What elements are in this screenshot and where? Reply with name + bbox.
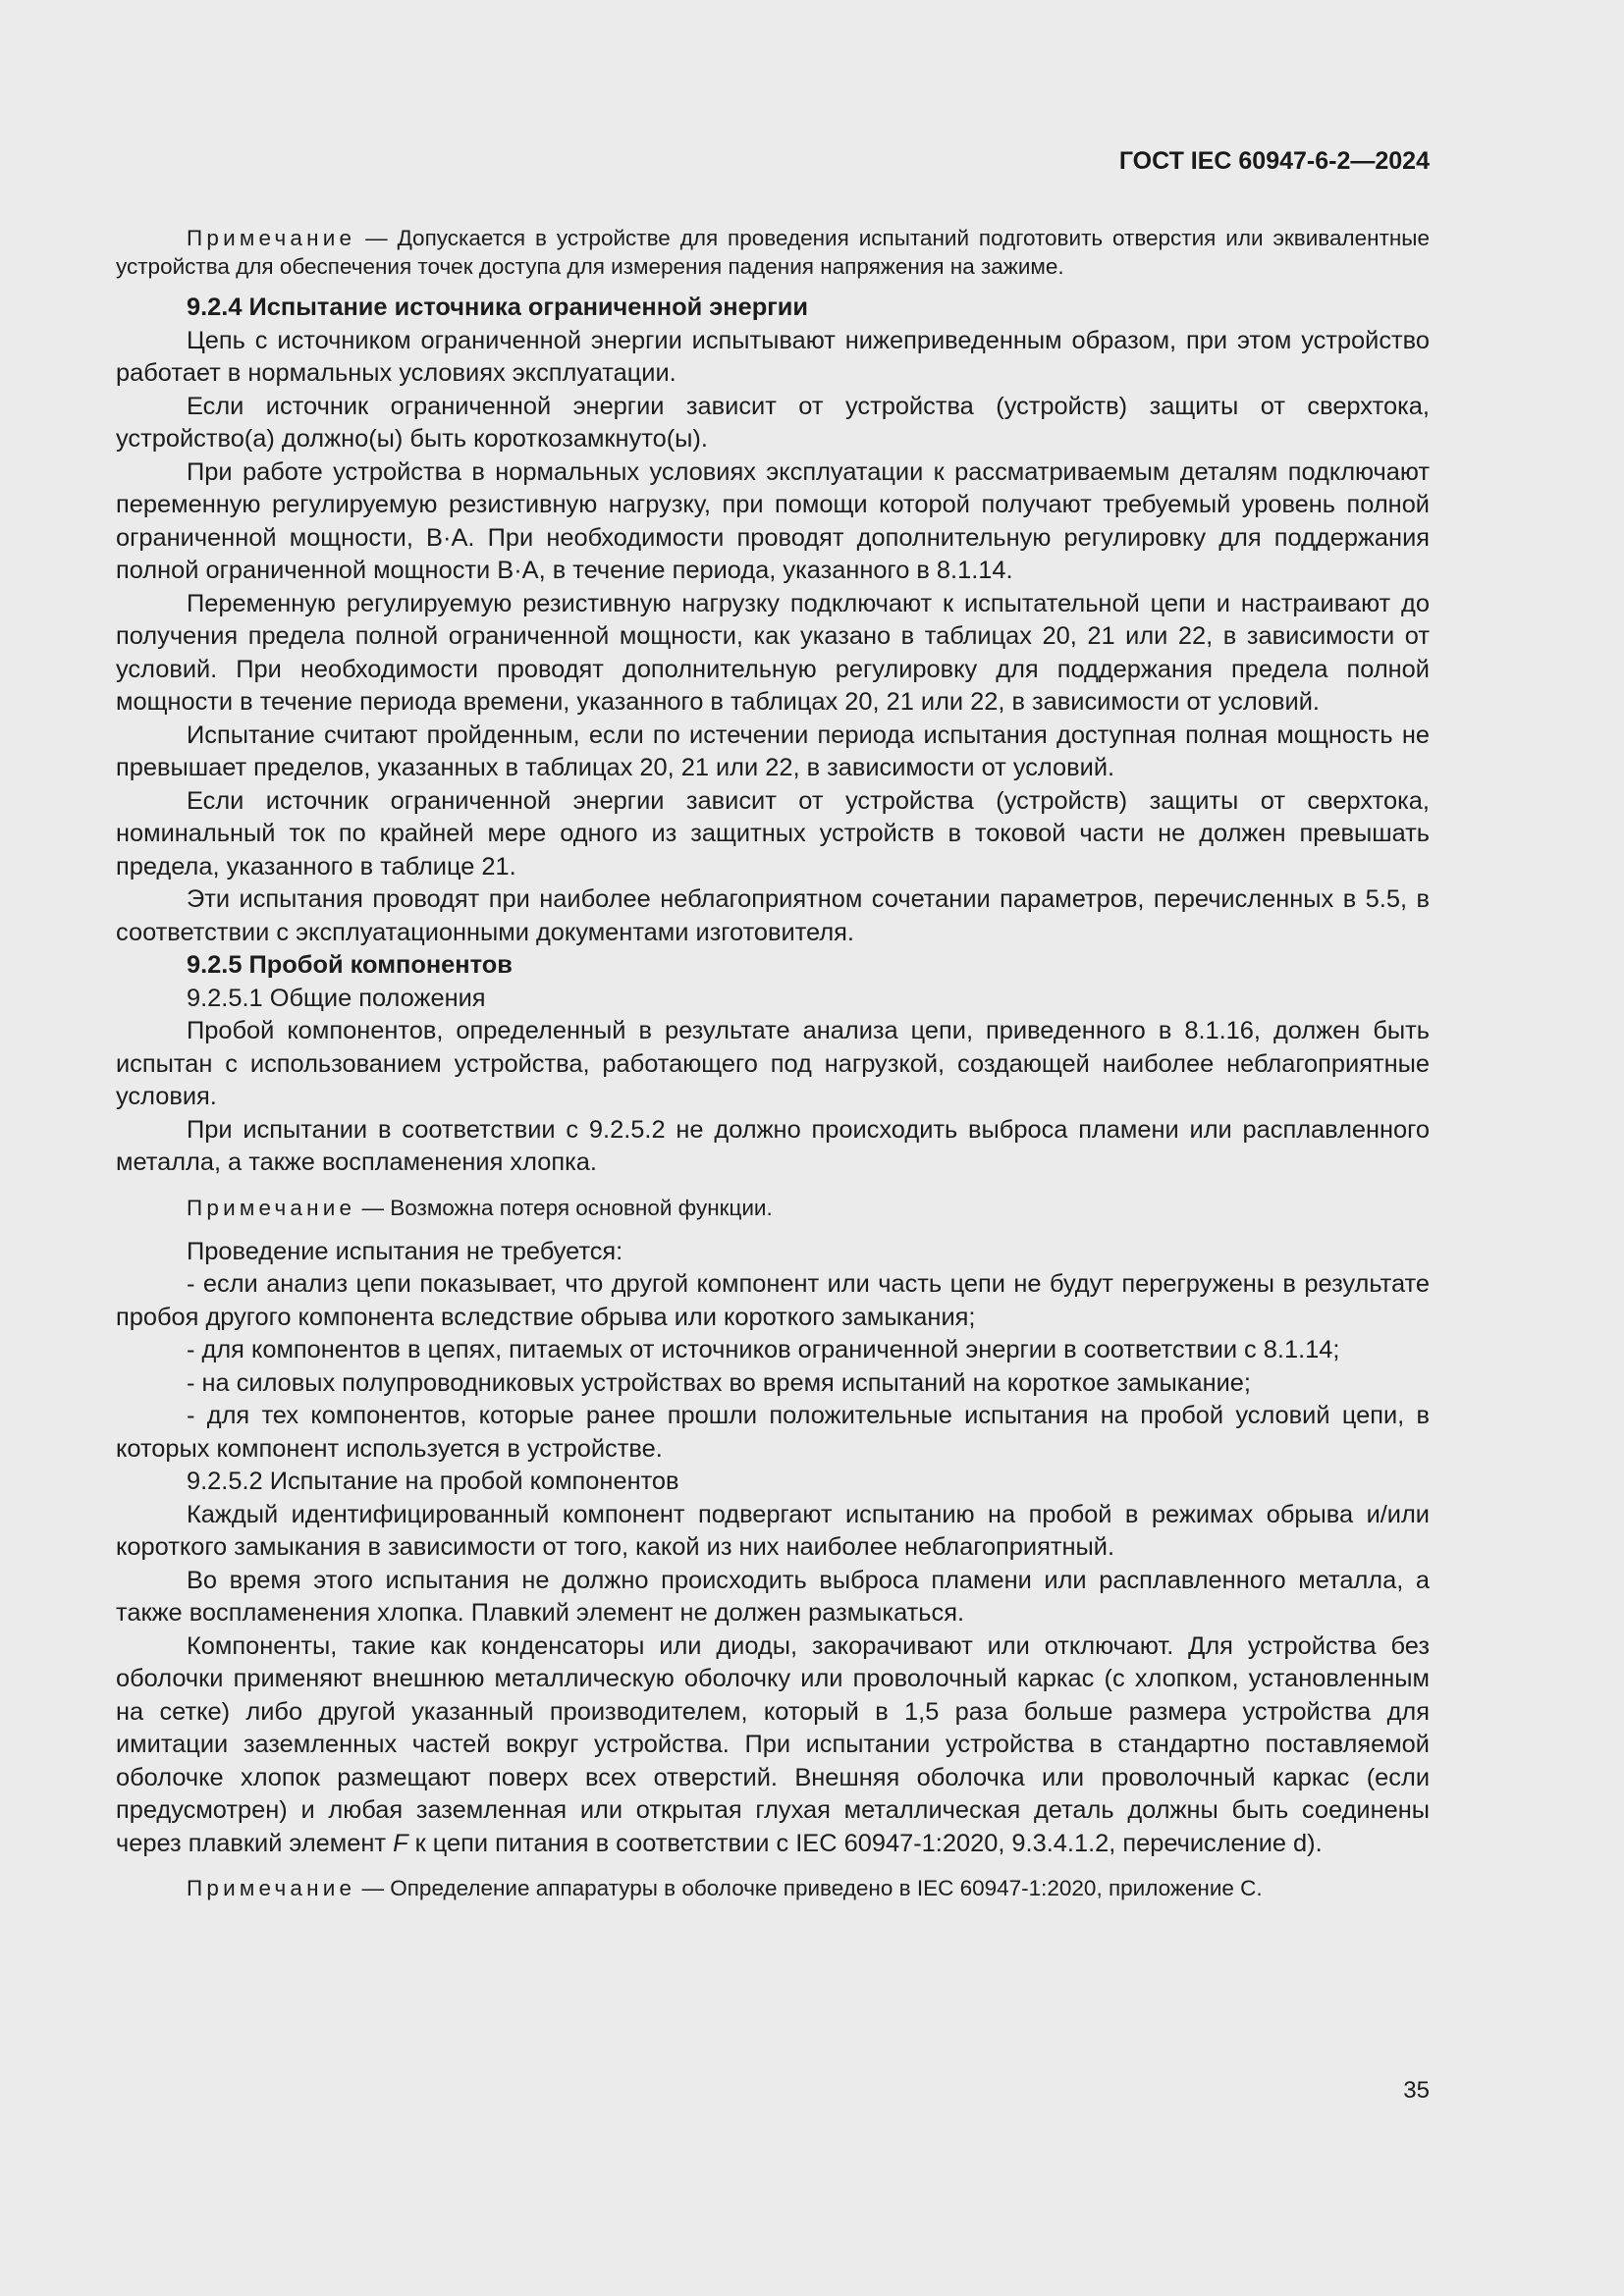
paragraph: Если источник ограниченной энергии зависит от устройства (устройств) защиты от сверхтока, устройство(а) должно(ы) быть короткозамкнуто(ы). [116, 392, 1430, 453]
list-item: - если анализ цепи показывает, что другой компонент или часть цепи не будут перегружены в результате пробоя другого компонента вследствие обрыва или короткого замыкания; [116, 1270, 1430, 1331]
note-label: Примечание [187, 1876, 356, 1900]
list-item: - на силовых полупроводниковых устройствах во время испытаний на короткое замыкание; [187, 1368, 1251, 1397]
note-label: Примечание [187, 1195, 356, 1220]
paragraph: Цепь с источником ограниченной энергии испытывают нижеприведенным образом, при этом устройство работает в нормальных условиях эксплуатации. [116, 326, 1430, 387]
note-1 [116, 224, 1430, 281]
paragraph: Испытание считают пройденным, если по истечении периода испытания доступная полная мощность не превышает пределов, указанных в таблицах 20, 21 или 22, в зависимости от условий. [116, 721, 1430, 781]
note-label: Примечание [187, 226, 356, 250]
paragraph: Если источник ограниченной энергии зависит от устройства (устройств) защиты от сверхтока, номинальный ток по крайней мере одного из защитных устройств в токовой части не должен превышать предела, указанного в таблице 21. [116, 786, 1430, 881]
section-heading-9-2-4: 9.2.4 Испытание источника ограниченной энергии [187, 294, 809, 321]
note-text: — Возможна потеря основной функции. [361, 1195, 773, 1220]
note-3 [116, 1874, 1430, 1902]
list-item: - для компонентов в цепях, питаемых от источников ограниченной энергии в соответствии с 8.1.14; [187, 1336, 1340, 1363]
subsection-heading-9-2-5-1: 9.2.5.1 Общие положения [187, 984, 486, 1012]
paragraph: Каждый идентифицированный компонент подвергают испытанию на пробой в режимах обрыва и/или короткого замыкания в зависимости от того, какой из них наиболее неблагоприятный. [116, 1500, 1430, 1561]
page-content [116, 224, 1430, 1902]
paragraph: При испытании в соответствии с 9.2.5.2 не должно происходить выброса пламени или расплавленного металла, а также воспламенения хлопка. [116, 1115, 1430, 1176]
note-text: — Определение аппаратуры в оболочке приведено в IEC 60947-1:2020, приложение С. [361, 1876, 1263, 1900]
paragraph-text: Компоненты, такие как конденсаторы или диоды, закорачивают или отключают. Для устройства без оболочки применяют внешнюю металлическую оболочку или проволочный каркас (с хлопком, установленным на сетке) либо другой указанный производителем, который в 1,5 раза больше размера устройства для имитации заземленных частей вокруг устройства. При испытании устройства в стандартно поставляемой оболочке хлопок размещают поверх всех отверстий. Внешняя оболочка или проволочный каркас (если предусмотрен) и любая заземленная или открытая глухая металлическая деталь должны быть соединены через плавкий элемент [116, 1631, 1430, 1857]
page-number: 35 [1403, 2077, 1430, 2104]
subsection-heading-9-2-5-2: 9.2.5.2 Испытание на пробой компонентов [187, 1468, 679, 1495]
note-text: — Допускается в устройстве для проведения испытаний подготовить отверстия или эквивалентные устройства для обеспечения точек доступа для измерения падения напряжения на зажиме. [116, 226, 1430, 279]
list-item: - для тех компонентов, которые ранее прошли положительные испытания на пробой условий цепи, в которых компонент используется в устройстве. [116, 1402, 1430, 1463]
paragraph: Эти испытания проводят при наиболее неблагоприятном сочетании параметров, перечисленных в 5.5, в соответствии с эксплуатационными документами изготовителя. [116, 885, 1430, 946]
document-header: ГОСТ IEC 60947-6-2—2024 [1118, 147, 1430, 175]
section-heading-9-2-5: 9.2.5 Пробой компонентов [187, 951, 513, 979]
fuse-symbol: F [393, 1829, 408, 1857]
paragraph: При работе устройства в нормальных условиях эксплуатации к рассматриваемым деталям подключают переменную регулируемую резистивную нагрузку, при помощи которой получают требуемый уровень полной ограниченной мощности, В·А. При необходимости проводят дополнительную регулировку для поддержания полной ограниченной мощности В·А, в течение периода, указанного в 8.1.14. [116, 457, 1430, 584]
paragraph-text: к цепи питания в соответствии с IEC 60947-1:2020, 9.3.4.1.2, перечисление d). [414, 1829, 1323, 1857]
paragraph [116, 1630, 1430, 1861]
paragraph: Пробой компонентов, определенный в результате анализа цепи, приведенного в 8.1.16, должен быть испытан с использованием устройства, работающего под нагрузкой, создающей наиболее неблагоприятные условия. [116, 1017, 1430, 1110]
paragraph: Во время этого испытания не должно происходить выброса пламени или расплавленного металла, а также воспламенения хлопка. Плавкий элемент не должен размыкаться. [116, 1566, 1430, 1627]
paragraph: Проведение испытания не требуется: [187, 1237, 623, 1265]
note-2 [116, 1194, 1430, 1222]
paragraph: Переменную регулируемую резистивную нагрузку подключают к испытательной цепи и настраивают до получения предела полной ограниченной мощности, как указано в таблицах 20, 21 или 22, в зависимости от условий. При необходимости проводят дополнительную регулировку для поддержания предела полной мощности в течение периода времени, указанного в таблицах 20, 21 или 22, в зависимости от условий. [116, 589, 1430, 716]
